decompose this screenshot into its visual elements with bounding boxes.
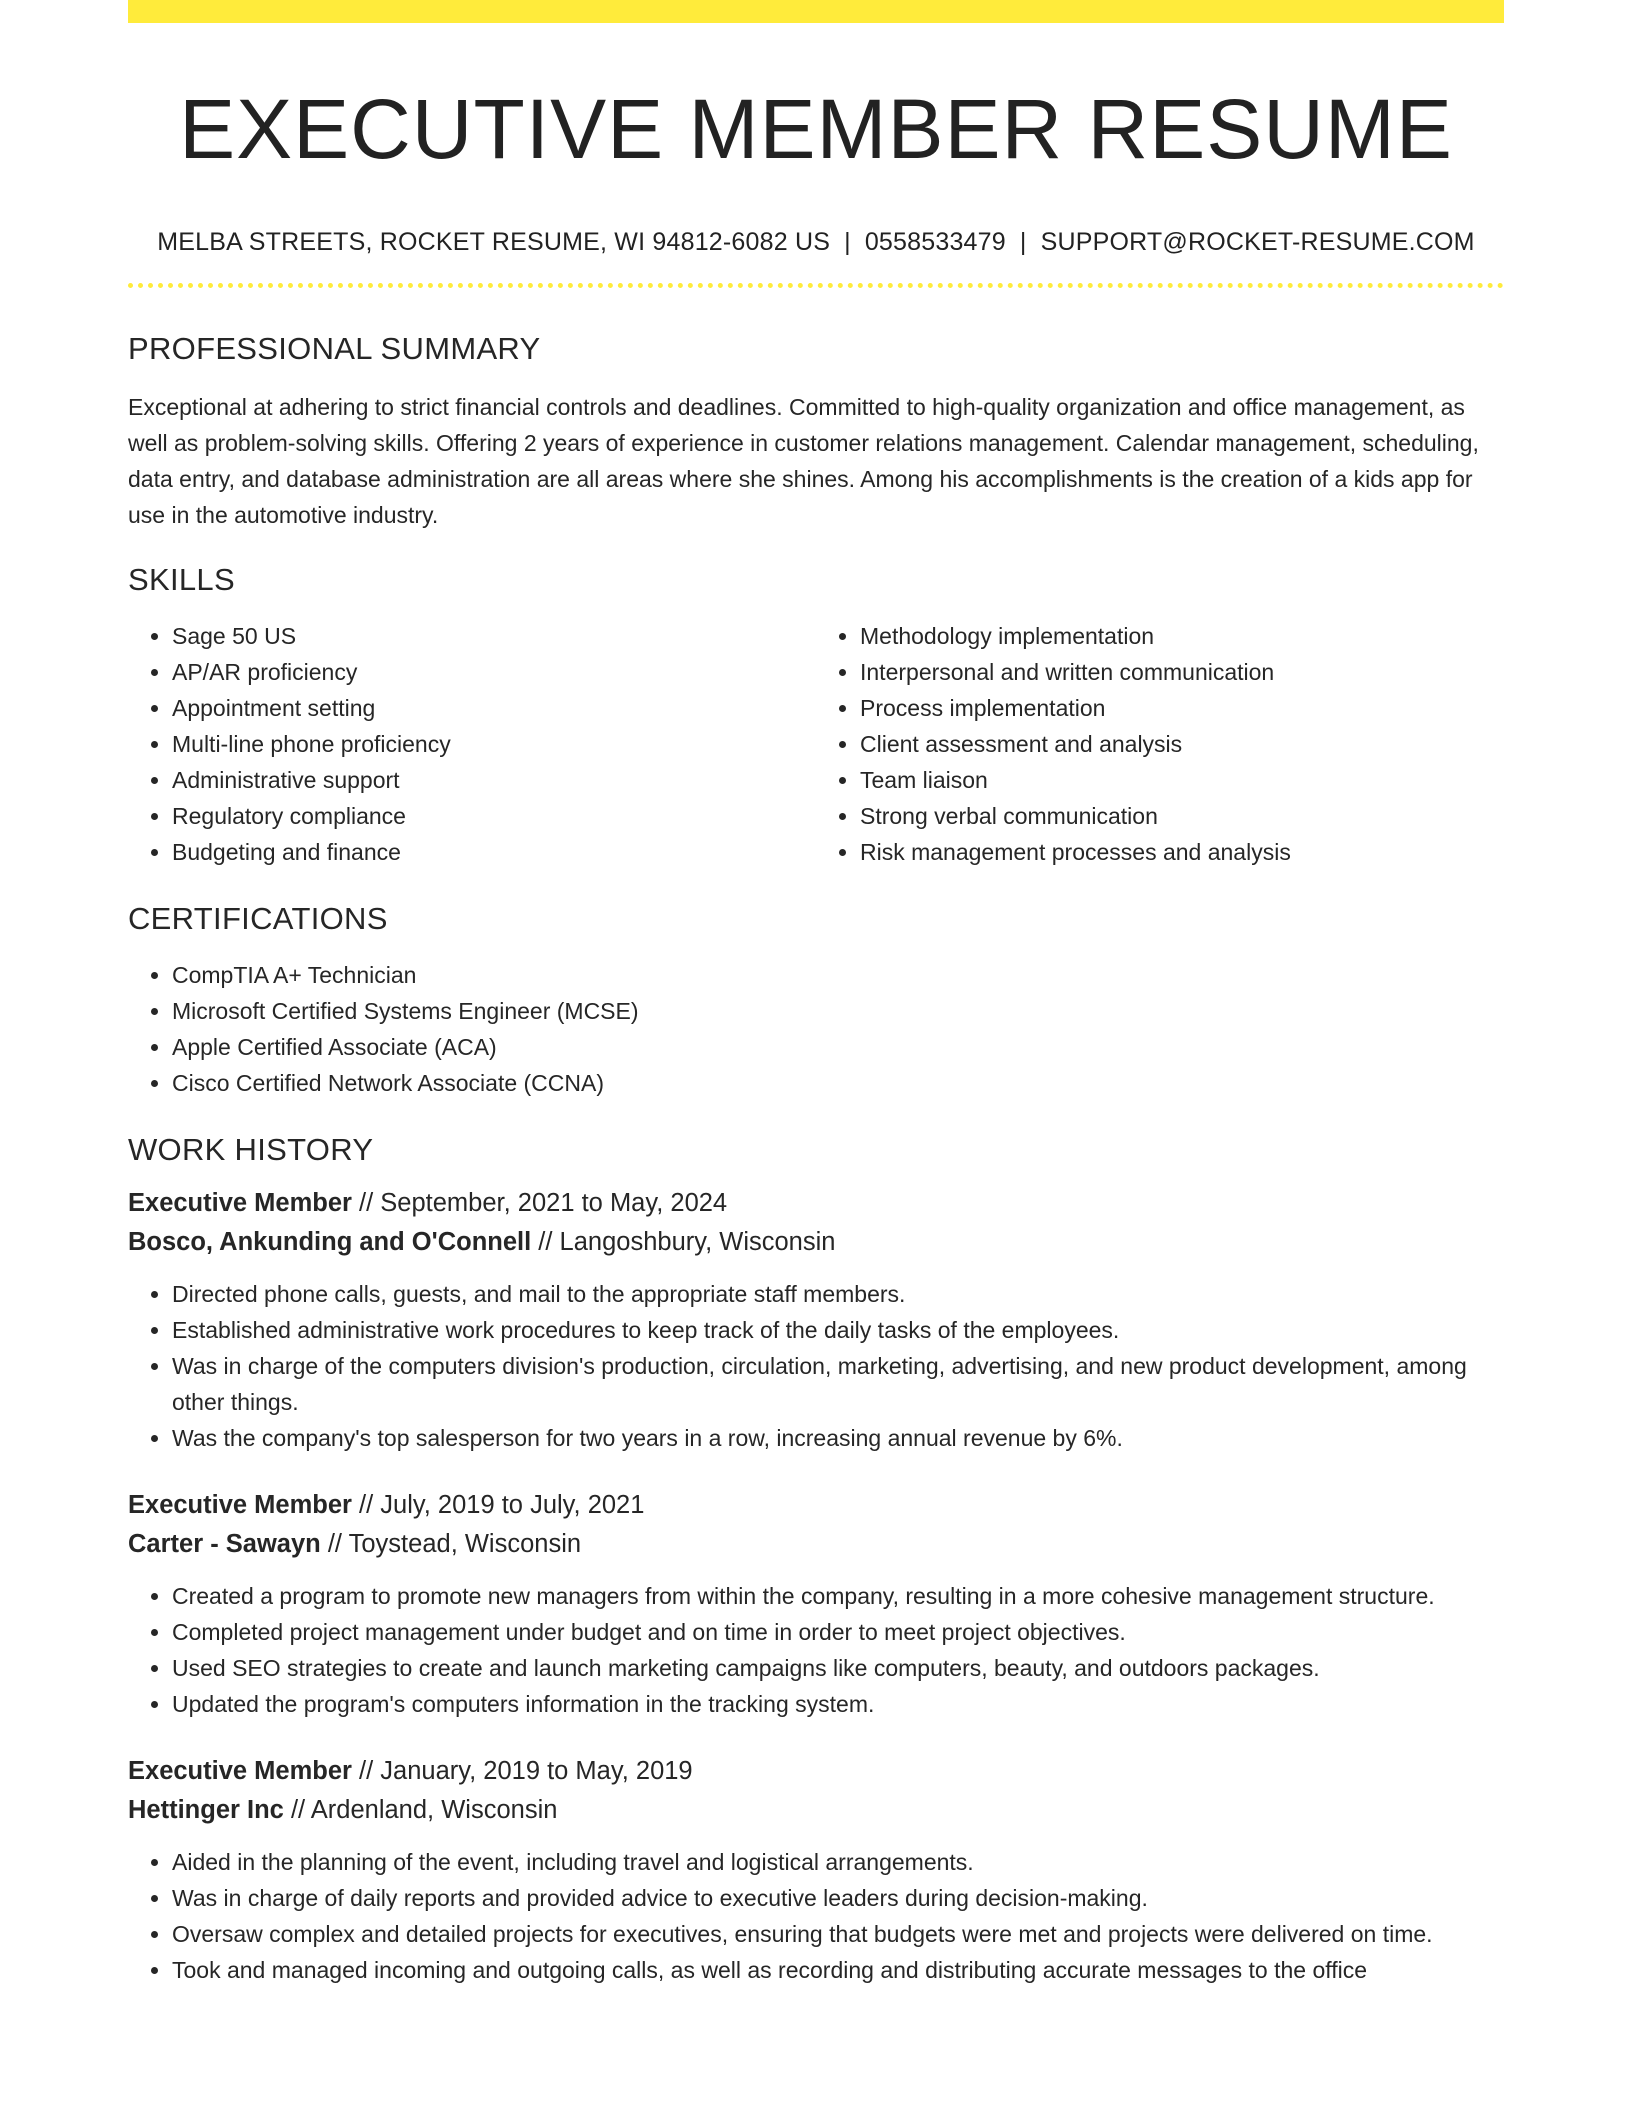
summary-text: Exceptional at adhering to strict financial controls and deadlines. Committed to high-quality organization and office management, as well as problem-solving skills. Offering 2 years of experience in customer relations management. Calendar management, scheduling, data entry, and database administration are all areas where she shines. Among his accomplishments is the creation of a kids app for use in the automotive industry. [128,393,1479,528]
jobs-container [128,1184,1504,1988]
skills-list-left [128,618,816,870]
certifications-heading: CERTIFICATIONS [128,900,388,936]
job-bullet: • Completed project management under budget and on time in order to meet project objectives. [172,1614,1504,1650]
job-bullet: • Used SEO strategies to create and launch marketing campaigns like computers, beauty, and outdoors packages. [172,1650,1504,1686]
job-bullets [128,1276,1504,1456]
job-bullet: • Was the company's top salesperson for two years in a row, increasing annual revenue by 6%. [172,1420,1504,1456]
skill-item: • AP/AR proficiency [172,654,816,690]
skill-item: • Client assessment and analysis [860,726,1504,762]
job-bullet: • Created a program to promote new managers from within the company, resulting in a more cohesive management structure. [172,1578,1504,1614]
job-title-line [128,1752,1504,1791]
resume-title: EXECUTIVE MEMBER RESUME [179,82,1453,176]
job-bullets [128,1578,1504,1722]
job-title: Executive Member [128,1491,352,1520]
skills-section [128,561,1504,870]
skills-heading: SKILLS [128,561,235,597]
job-bullet: • Established administrative work procedures to keep track of the daily tasks of the employees. [172,1312,1504,1348]
certification-item: • Apple Certified Associate (ACA) [172,1029,1504,1065]
certification-item: • CompTIA A+ Technician [172,957,1504,993]
job-company: Carter - Sawayn [128,1530,321,1559]
job-dates: // January, 2019 to May, 2019 [351,1757,693,1786]
skill-item: • Sage 50 US [172,618,816,654]
contact-separator: | [1019,227,1027,256]
work-heading: WORK HISTORY [128,1132,374,1168]
contact-separator: | [844,227,851,256]
skills-columns [128,618,1504,870]
skill-item: • Risk management processes and analysis [860,834,1504,870]
skill-item: • Multi-line phone proficiency [172,726,816,762]
contact-address: MELBA STREETS, ROCKET RESUME, WI 94812-6082 US [157,227,831,256]
job-location: // Langoshbury, Wisconsin [531,1228,836,1257]
skill-item: • Interpersonal and written communication [860,654,1504,690]
job-company-line [128,1791,1504,1830]
contact-email[interactable]: SUPPORT@ROCKET-RESUME.COM [1040,227,1475,256]
skill-item: • Strong verbal communication [860,798,1504,834]
job-bullets [128,1844,1504,1988]
skill-item: • Team liaison [860,762,1504,798]
skills-list-right [816,618,1504,870]
skill-item: • Regulatory compliance [172,798,816,834]
resume-page [128,0,1504,1988]
contact-line [128,228,1504,257]
skill-item: • Administrative support [172,762,816,798]
job-bullet: • Was in charge of the computers division's production, circulation, marketing, advertising, and new product development, among other things. [172,1348,1504,1420]
job-title-line [128,1184,1504,1223]
job-dates: // July, 2019 to July, 2021 [351,1491,645,1520]
certifications-section [128,900,1504,1101]
contact-phone[interactable]: 0558533479 [864,227,1006,256]
job-company: Hettinger Inc [128,1796,284,1825]
job-bullet: • Aided in the planning of the event, including travel and logistical arrangements. [172,1844,1504,1880]
job-bullet: • Was in charge of daily reports and provided advice to executive leaders during decision-making. [172,1880,1504,1916]
job-title: Executive Member [128,1757,352,1786]
summary-heading: PROFESSIONAL SUMMARY [128,330,541,366]
work-section [128,1131,1504,1988]
skill-item: • Appointment setting [172,690,816,726]
job-title: Executive Member [128,1189,352,1218]
dotted-divider [128,283,1504,288]
job-location: // Toystead, Wisconsin [320,1530,582,1559]
job-bullet: • Oversaw complex and detailed projects for executives, ensuring that budgets were met and projects were delivered on time. [172,1916,1504,1952]
job-dates: // September, 2021 to May, 2024 [351,1189,728,1218]
job-location: // Ardenland, Wisconsin [283,1796,558,1825]
top-accent-bar [128,0,1504,23]
job-company-line [128,1525,1504,1564]
job-title-line [128,1486,1504,1525]
job-entry [128,1184,1504,1456]
job-bullet: • Directed phone calls, guests, and mail to the appropriate staff members. [172,1276,1504,1312]
job-entry [128,1752,1504,1988]
summary-section [128,330,1504,533]
certification-item: • Microsoft Certified Systems Engineer (MCSE) [172,993,1504,1029]
skill-item: • Process implementation [860,690,1504,726]
job-bullet: • Took and managed incoming and outgoing calls, as well as recording and distributing accurate messages to the office [172,1952,1504,1988]
skill-item: • Budgeting and finance [172,834,816,870]
certifications-list [128,957,1504,1101]
skill-item: • Methodology implementation [860,618,1504,654]
job-company: Bosco, Ankunding and O'Connell [128,1228,532,1257]
job-entry [128,1486,1504,1722]
job-company-line [128,1223,1504,1262]
certification-item: • Cisco Certified Network Associate (CCNA) [172,1065,1504,1101]
job-bullet: • Updated the program's computers information in the tracking system. [172,1686,1504,1722]
